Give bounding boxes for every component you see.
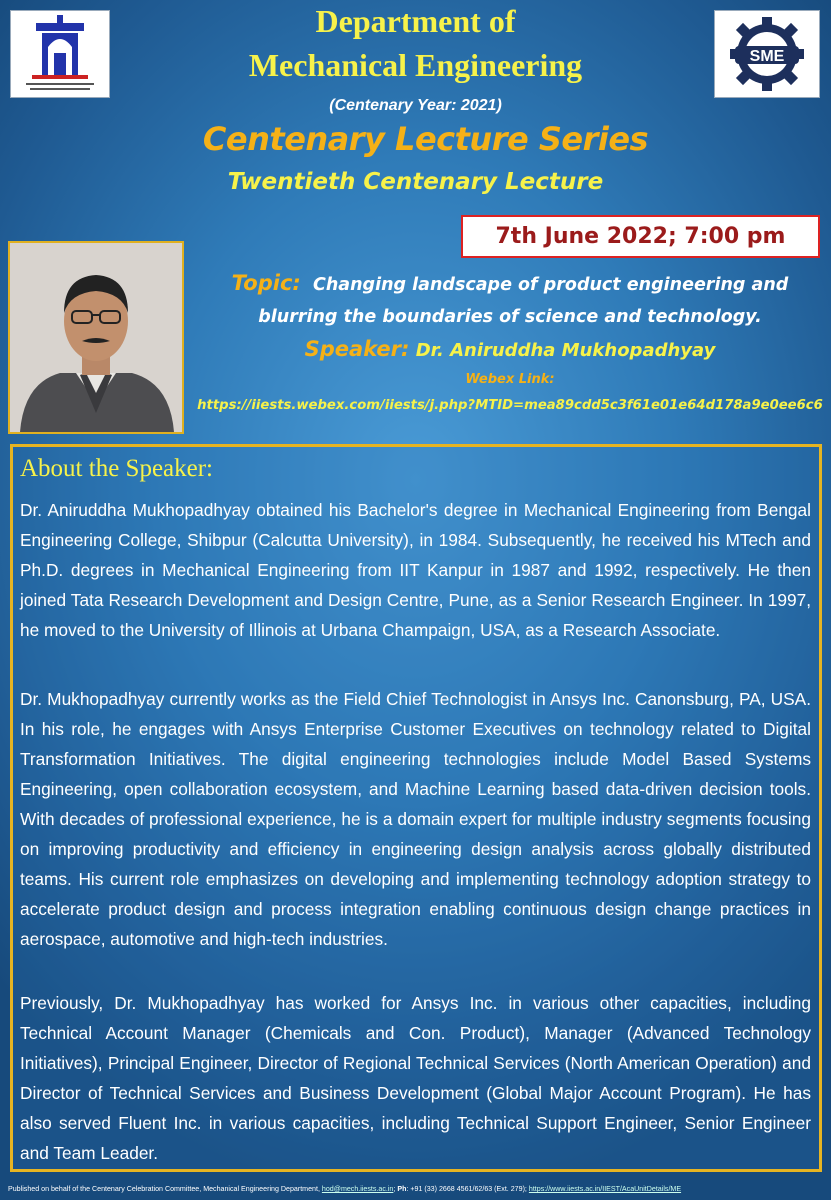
speaker-photo bbox=[8, 241, 184, 434]
topic-label: Topic: bbox=[231, 271, 301, 295]
webex-label: Webex Link: bbox=[465, 372, 555, 387]
event-date-box bbox=[461, 215, 820, 258]
footer-email-link[interactable]: hod@mech.iiests.ac.in bbox=[321, 1185, 394, 1193]
lecture-topic bbox=[196, 267, 824, 333]
topic-text: Changing landscape of product engineering and blurring the boundaries of science and technology. bbox=[258, 275, 789, 327]
about-paragraph-1: Dr. Aniruddha Mukhopadhyay obtained his Bachelor's degree in Mechanical Engineering from Bengal Engineering College, Shibpur (Calcutta University), in 1984. Subsequently, he received his MTech and Ph.D. degrees in Mechanical Engineering from IIT Kanpur in 1987 and 1992, respectively. He then joined Tata Research Development and Design Centre, Pune, as a Senior Research Engineer. In 1997, he moved to the University of Illinois at Urbana Champaign, USA, as a Research Associate. bbox=[20, 500, 811, 640]
about-heading: About the Speaker: bbox=[20, 455, 214, 482]
about-paragraph-3: Previously, Dr. Mukhopadhyay has worked for Ansys Inc. in various other capacities, including Technical Account Manager (Chemicals and Con. Product), Manager (Advanced Technology Initiatives), Principal Engineer, Director of Regional Technical Services (North American Operation) and Director of Technical Services and Business Development (Global Major Account Program). He has also served Fluent Inc. in various capacities, including Technical Support Engineer, Senior Engineer and Team Leader. bbox=[20, 993, 811, 1163]
lecture-title: Twentieth Centenary Lecture bbox=[227, 169, 604, 195]
sme-logo-text: SME bbox=[749, 48, 785, 65]
institute-logo bbox=[10, 10, 110, 98]
speaker bbox=[196, 337, 824, 361]
footer-prefix: Published on behalf of the Centenary Celebration Committee, Mechanical Engineering Department, bbox=[8, 1185, 320, 1193]
footer-url-link[interactable]: https://www.iiests.ac.in/IIEST/AcaUnitDetails/ME bbox=[528, 1185, 682, 1193]
iiest-shibpur-logo-icon bbox=[14, 13, 106, 95]
department-title-line1: Department of bbox=[315, 3, 516, 39]
speaker-portrait-icon bbox=[10, 243, 182, 432]
event-date-time: 7th June 2022; 7:00 pm bbox=[495, 224, 786, 249]
department-title-line2: Mechanical Engineering bbox=[248, 47, 583, 83]
footer-phone-label: Ph bbox=[397, 1185, 407, 1193]
footer: Published on behalf of the Centenary Celebration Committee, Mechanical Engineering Department, hod@mech.iiests.ac.in; Ph: +91 (33) 2668 4561/62/63 (Ext. 279); https://www.iiests.ac.in/IIEST/AcaUnitDetails/ME bbox=[8, 1185, 682, 1193]
sme-logo bbox=[714, 10, 820, 98]
speaker-label: Speaker: bbox=[304, 337, 410, 361]
centenary-year: (Centenary Year: 2021) bbox=[329, 97, 502, 114]
about-paragraph-2: Dr. Mukhopadhyay currently works as the Field Chief Technologist in Ansys Inc. Canonsburg, PA, USA. In his role, he engages with Ansys Enterprise Customer Executives on technology related to Digital Transformation Initiatives. The digital engineering technologies include Model Based Systems Engineering, open collaboration ecosystem, and Machine Learning based data-driven decision tools. With decades of professional experience, he is a domain expert for multiple industry segments focusing on improving productivity and efficiency in engineering design analysis across globally distributed teams. His current role emphasizes on developing and implementing technology adoption strategy to accelerate product design and process integration enabling continuous design change practices in aerospace, automotive and high-tech industries. bbox=[20, 689, 811, 949]
series-title: Centenary Lecture Series bbox=[202, 120, 649, 158]
gear-icon bbox=[718, 13, 816, 95]
footer-phone: : +91 (33) 2668 4561/62/63 (Ext. 279); bbox=[406, 1185, 527, 1193]
webex-link[interactable]: https://iiests.webex.com/iiests/j.php?MTID=mea89cdd5c3f61e01e64d178a9e0ee6c6 bbox=[197, 398, 823, 413]
speaker-name: Dr. Aniruddha Mukhopadhyay bbox=[415, 340, 716, 361]
